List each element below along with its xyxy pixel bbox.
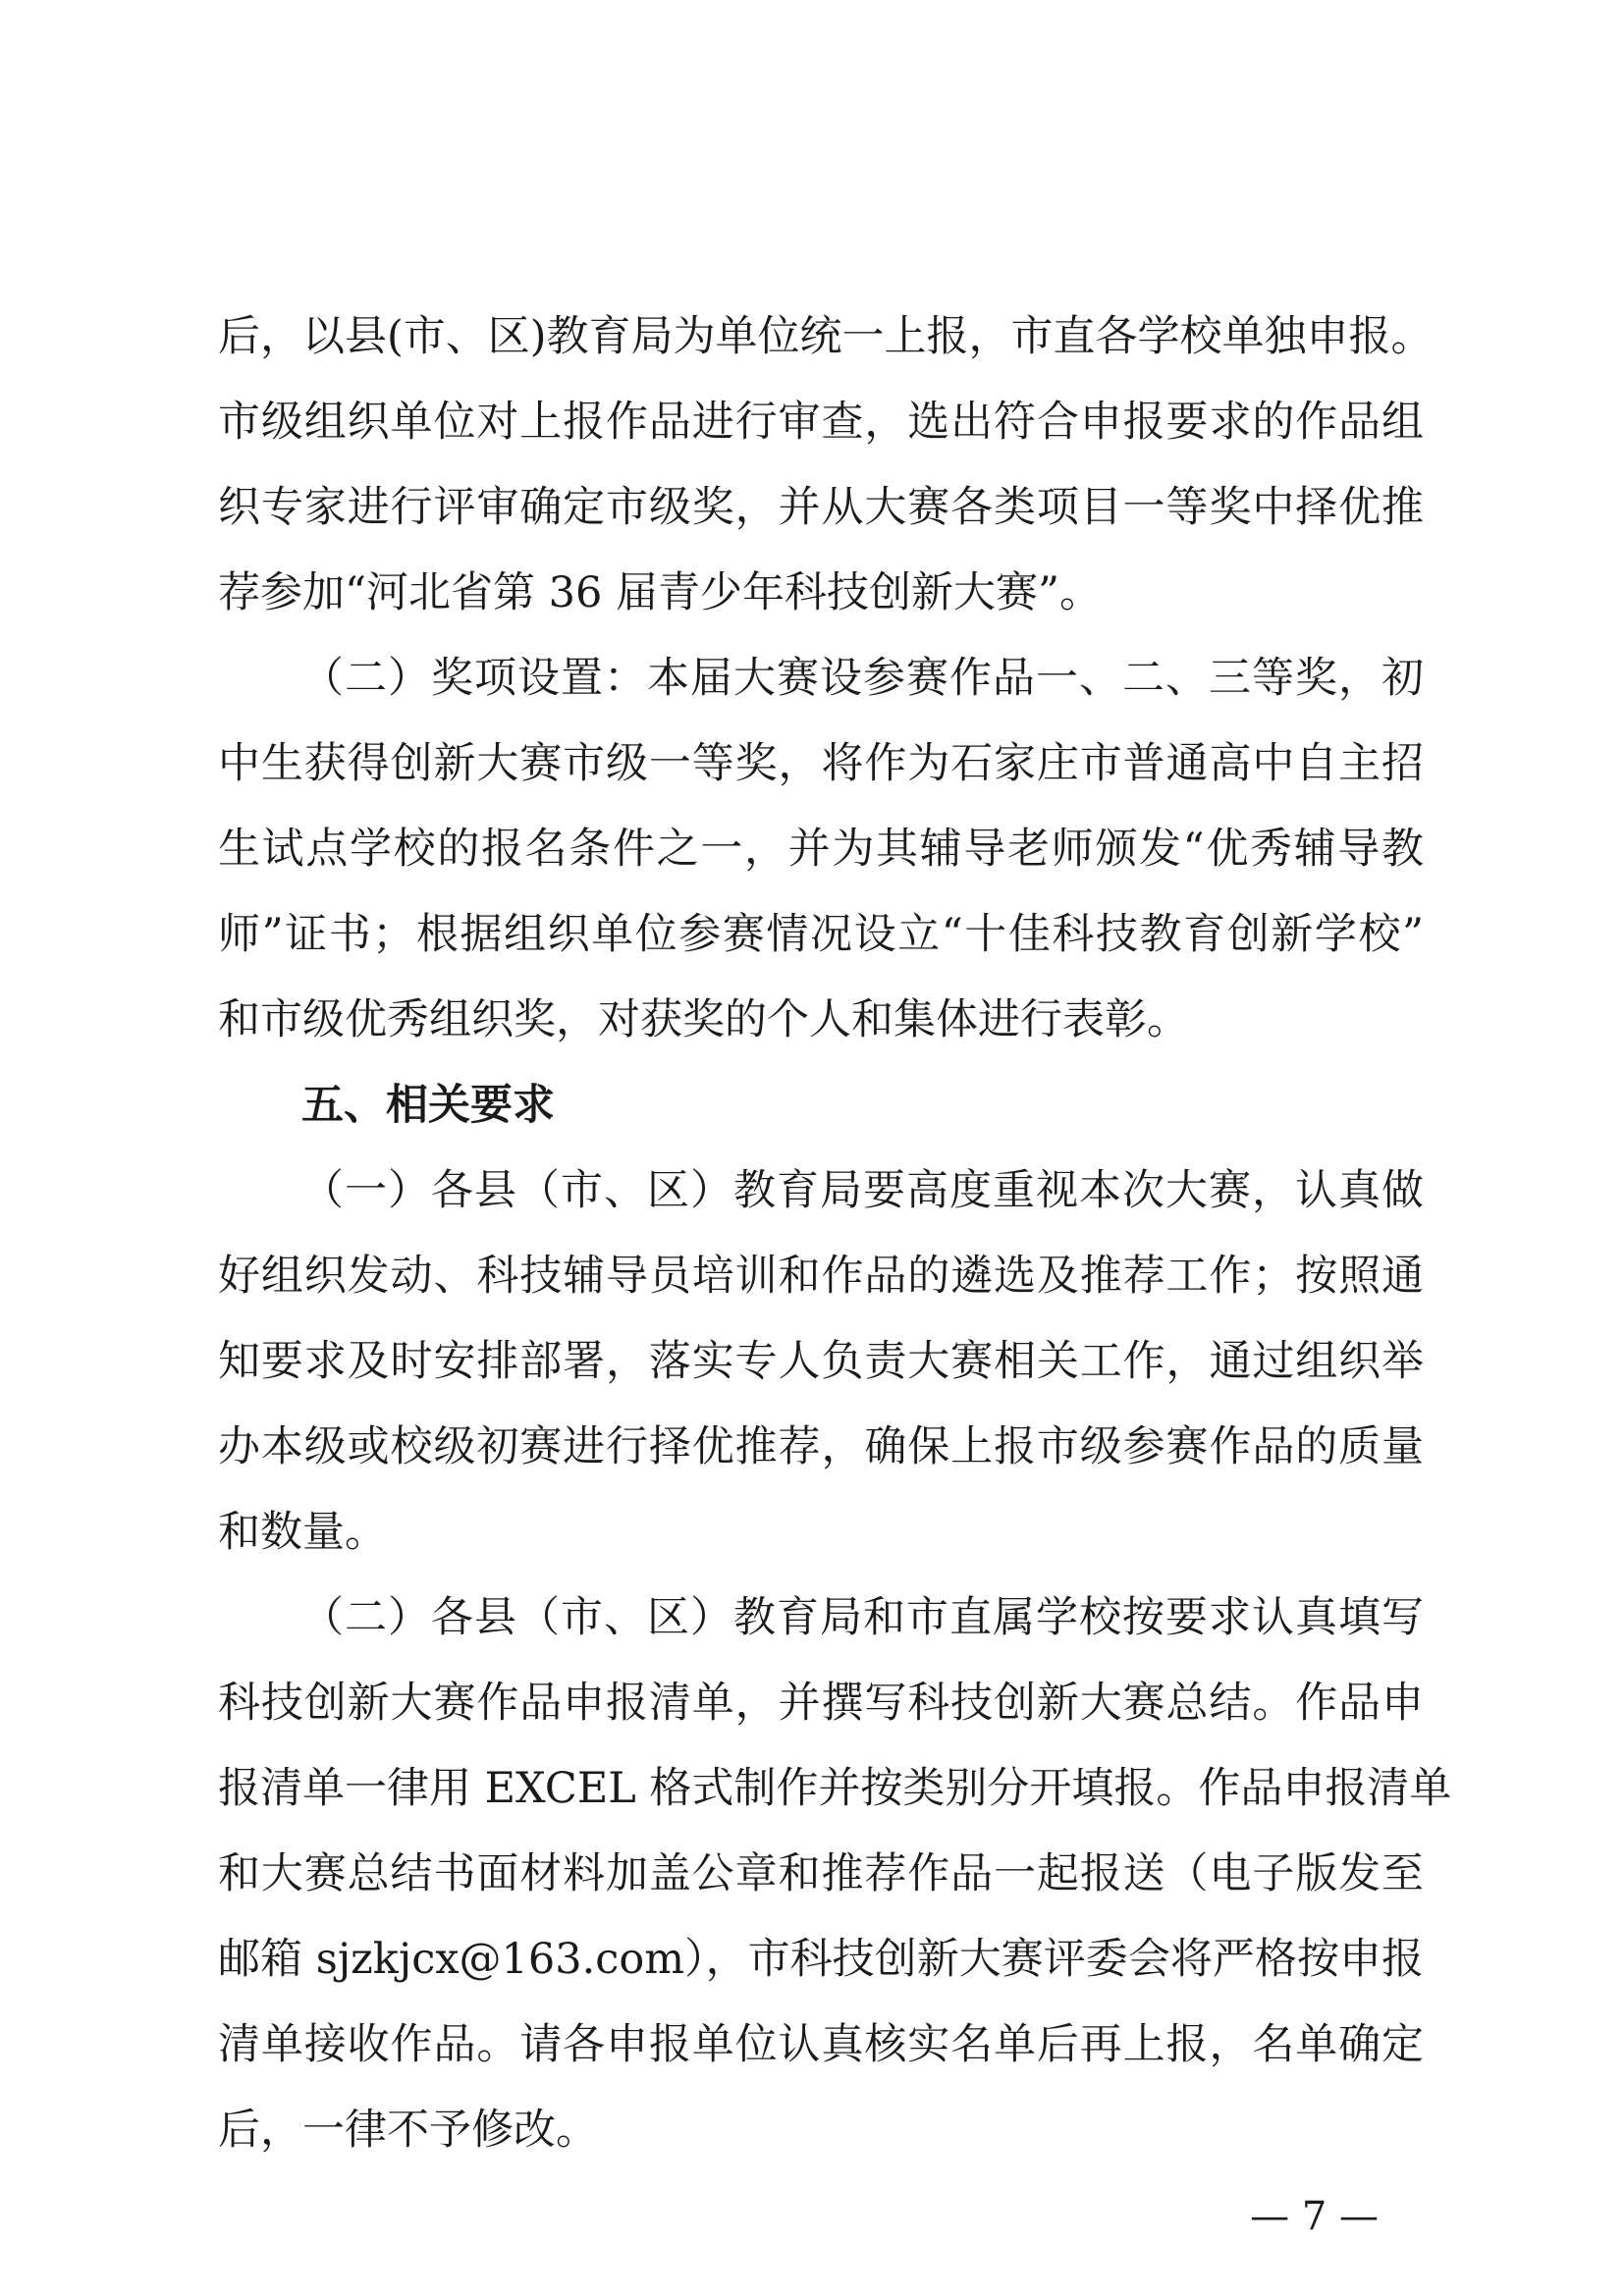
paragraph-line-7: 生试点学校的报名条件之一，并为其辅导老师颁发“优秀辅导教 xyxy=(218,825,1424,874)
paragraph-line-1: 后，以县(市、区)教育局为单位统一上报，市直各学校单独申报。 xyxy=(218,312,1434,361)
paragraph-line-9: 和市级优秀组织奖，对获奖的个人和集体进行表彰。 xyxy=(218,995,1189,1044)
paragraph-line-8: 师”证书；根据组织单位参赛情况设立“十佳科技教育创新学校” xyxy=(218,910,1424,959)
paragraph-line-19: 和大赛总结书面材料加盖公章和推荐作品一起报送（电子版发至 xyxy=(218,1849,1424,1898)
paragraph-line-2: 市级组织单位对上报作品进行审查，选出符合申报要求的作品组 xyxy=(218,398,1424,447)
paragraph-line-16: （二）各县（市、区）教育局和市直属学校按要求认真填写 xyxy=(301,1593,1424,1642)
paragraph-line-15: 和数量。 xyxy=(218,1508,387,1557)
paragraph-line-6: 中生获得创新大赛市级一等奖，将作为石家庄市普通高中自主招 xyxy=(218,739,1424,788)
paragraph-line-20: 邮箱 sjzkjcx@163.com），市科技创新大赛评委会将严格按申报 xyxy=(218,1935,1424,1984)
paragraph-line-12: 好组织发动、科技辅导员培训和作品的遴选及推荐工作；按照通 xyxy=(218,1252,1424,1301)
paragraph-line-5: （二）奖项设置：本届大赛设参赛作品一、二、三等奖，初 xyxy=(301,654,1424,703)
paragraph-line-3: 织专家进行评审确定市级奖，并从大赛各类项目一等奖中择优推 xyxy=(218,483,1424,532)
paragraph-line-14: 办本级或校级初赛进行择优推荐，确保上报市级参赛作品的质量 xyxy=(218,1422,1424,1471)
paragraph-line-18: 报清单一律用 EXCEL 格式制作并按类别分开填报。作品申报清单 xyxy=(218,1764,1452,1813)
paragraph-line-21: 清单接收作品。请各申报单位认真核实名单后再上报，名单确定 xyxy=(218,2020,1424,2069)
paragraph-line-22: 后，一律不予修改。 xyxy=(218,2106,598,2155)
paragraph-line-17: 科技创新大赛作品申报清单，并撰写科技创新大赛总结。作品申 xyxy=(218,1679,1424,1728)
paragraph-line-13: 知要求及时安排部署，落实专人负责大赛相关工作，通过组织举 xyxy=(218,1337,1424,1386)
paragraph-line-11: （一）各县（市、区）教育局要高度重视本次大赛，认真做 xyxy=(301,1166,1424,1215)
page-number: — 7 — xyxy=(1250,2194,1379,2239)
section-heading: 五、相关要求 xyxy=(301,1081,555,1130)
paragraph-line-4: 荐参加“河北省第 36 届青少年科技创新大赛”。 xyxy=(218,568,1103,617)
